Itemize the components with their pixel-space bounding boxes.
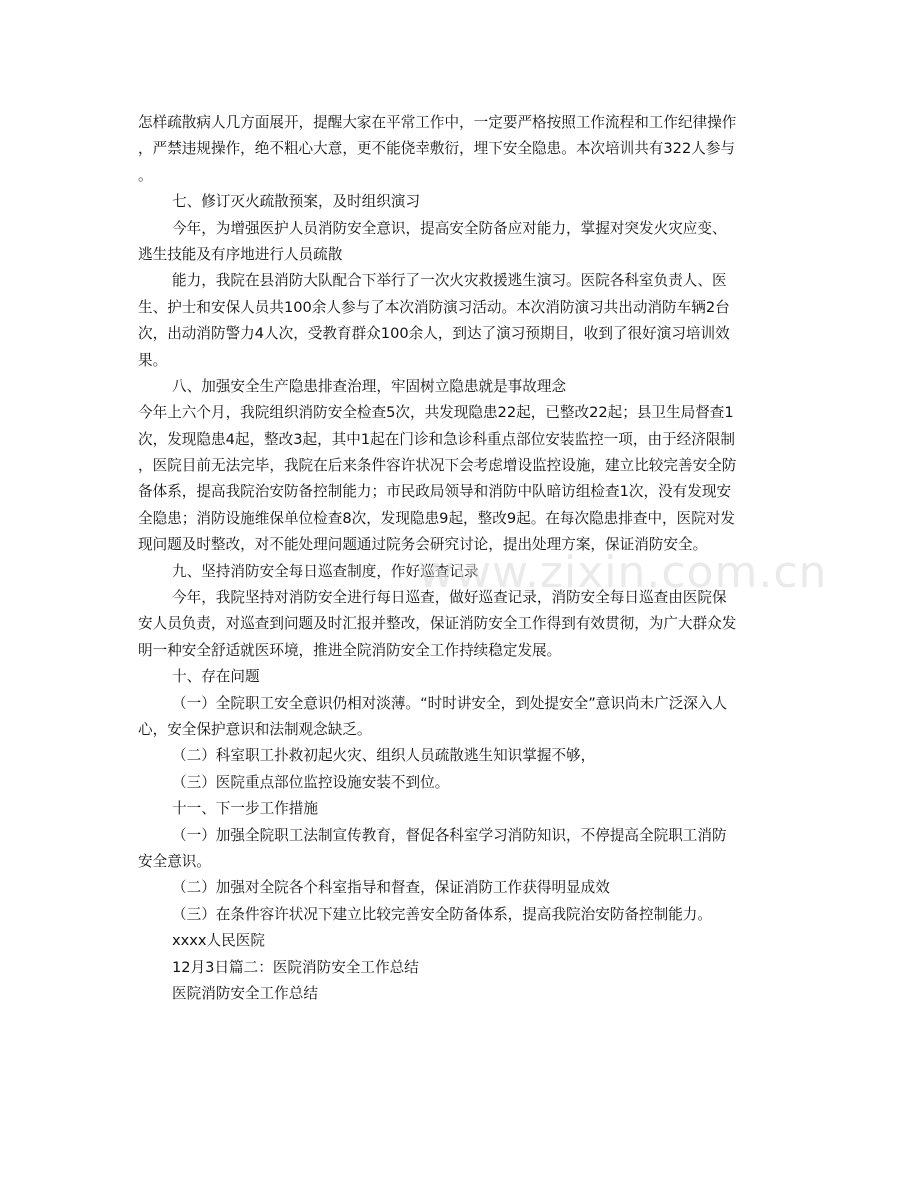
list-item-line: （三）医院重点部位监控设施安装不到位。 (172, 773, 450, 791)
watermark-text: www.zixin.com.cn (418, 547, 828, 598)
paragraph-line: 次，出动消防警力4人次，受教育群众100余人，到达了演习预期目，收到了很好演习培训效 (138, 325, 730, 343)
section-heading-7: 七、修订灭火疏散预案，及时组织演习 (172, 193, 421, 211)
paragraph-line: 今年上六个月，我院组织消防安全检查5次，共发现隐患22起，已整改22起；县卫生局督查1 (138, 404, 734, 422)
section-heading-9: 九、坚持消防安全每日巡查制度，作好巡查记录 (172, 562, 479, 580)
paragraph-line: 今年，我院坚持对消防安全进行每日巡查，做好巡查记录，消防安全每日巡查由医院保 (172, 589, 727, 607)
section-heading-10: 十、存在问题 (172, 668, 260, 686)
section-heading-11: 十一、下一步工作措施 (172, 800, 318, 818)
list-item-line: （三）在条件容许状况下建立比较完善安全防备体系，提高我院治安防备控制能力。 (172, 905, 712, 923)
paragraph-line: 备体系，提高我院治安防备控制能力；市民政局领导和消防中队暗访组检查1次，没有发现安 (138, 483, 732, 501)
paragraph-line: 今年，为增强医护人员消防安全意识，提高安全防备应对能力，掌握对突发火灾应变、 (172, 219, 727, 237)
paragraph-line: ，医院目前无法完毕，我院在后来条件容许状况下会考虑增设监控设施，建立比较完善安全防 (138, 457, 737, 475)
paragraph-line: ，严禁违规操作，绝不粗心大意，更不能侥幸敷衍，埋下安全隐患。本次培训共有322人参与 (138, 140, 736, 158)
paragraph-line: 生、护士和安保人员共100余人参与了本次消防演习活动。本次消防演习共出动消防车辆2台 (138, 298, 730, 316)
paragraph-line: 怎样疏散病人几方面展开，提醒大家在平常工作中，一定要严格按照工作流程和工作纪律操作 (138, 114, 737, 131)
paragraph-line: 逃生技能及有序地进行人员疏散 (138, 245, 343, 263)
paragraph-line: 。 (138, 166, 153, 184)
list-item-line: （一）全院职工安全意识仍相对淡薄。“时时讲安全，到处提安全”意识尚未广泛深入人 (172, 694, 728, 712)
paragraph-line: 全隐患；消防设施维保单位检查8次，发现隐患9起，整改9起。在每次隐患排查中，医院对发 (138, 509, 736, 527)
signature-organization: xxxx人民医院 (172, 932, 265, 950)
paragraph-line: 能力，我院在县消防大队配合下举行了一次火灾救援逃生演习。医院各科室负责人、医 (172, 272, 727, 290)
section-heading-8: 八、加强安全生产隐患排查治理，牢固树立隐患就是事故理念 (172, 377, 567, 395)
list-item-line: 安全意识。 (138, 852, 211, 870)
list-item-line: （二）科室职工扑救初起火灾、组织人员疏散逃生知识掌握不够， (172, 747, 596, 765)
date-and-next-title: 12月3日篇二：医院消防安全工作总结 (172, 958, 419, 976)
paragraph-line: 次，发现隐患4起，整改3起，其中1起在门诊和急诊科重点部位安装监控一项，由于经济限制 (138, 430, 736, 448)
paragraph-line: 安人员负责，对巡查到问题及时汇报并整改，保证消防安全工作得到有效贯彻，为广大群众发 (138, 615, 737, 633)
paragraph-line: 果。 (138, 351, 168, 369)
document-body (138, 110, 784, 1007)
paragraph-line: 现问题及时整改，对不能处理问题通过院务会研究讨论，提出处理方案，保证消防安全。 (138, 536, 708, 554)
next-document-title: 医院消防安全工作总结 (172, 984, 318, 1002)
list-item-line: （一）加强全院职工法制宣传教育，督促各科室学习消防知识，不停提高全院职工消防 (172, 826, 727, 844)
paragraph-line: 明一种安全舒适就医环境，推进全院消防安全工作持续稳定发展。 (138, 641, 562, 659)
list-item-line: 心，安全保护意识和法制观念缺乏。 (138, 720, 372, 738)
list-item-line: （二）加强对全院各个科室指导和督查，保证消防工作获得明显成效 (172, 879, 610, 897)
